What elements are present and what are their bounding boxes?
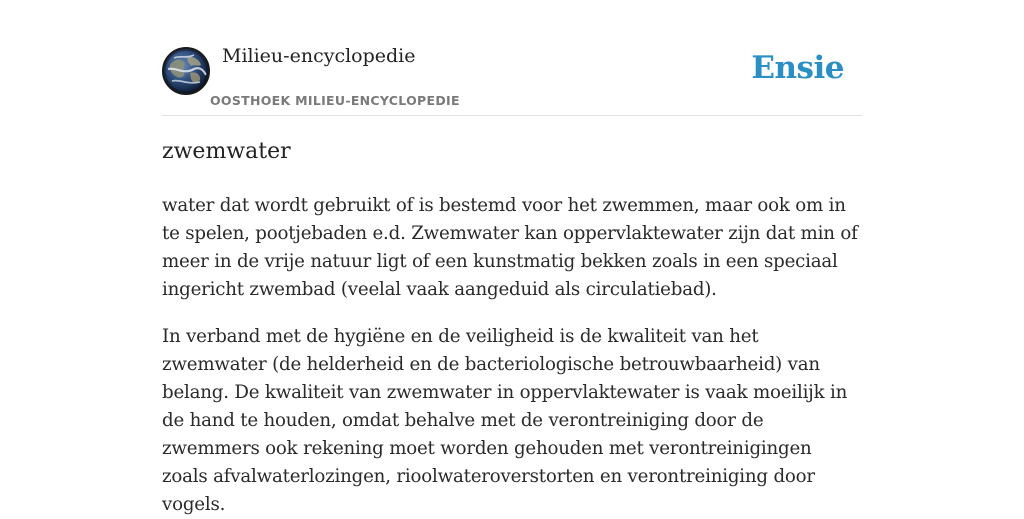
article-paragraph-2: In verband met de hygiëne en de veiligheid is de kwaliteit van het zwemwater (de helderheid en de bacteriologische betrouwbaarheid) van belang. De kwaliteit van zwemwater in oppervlaktewater is vaak moeilijk in de hand te houden, omdat behalve met de verontreiniging door de zwemmers ook rekening moet worden gehouden met verontreinigingen zoals afvalwaterlozingen, rioolwateroverstorten en verontreiniging door vogels.: [162, 326, 848, 515]
source-subtitle: OOSTHOEK MILIEU-ENCYCLOPEDIE: [210, 93, 460, 108]
article-paragraph-1: water dat wordt gebruikt of is bestemd voor het zwemmen, maar ook om in te spelen, pootjebaden e.d. Zwemwater kan oppervlaktewater zijn dat min of meer in de vrije natuur ligt of een kunstmatig bekken zoals in een speciaal ingericht zwembad (veelal vaak aangeduid als circulatiebad).: [162, 195, 858, 300]
page: [162, 0, 862, 515]
source-name[interactable]: Milieu-encyclopedie: [222, 45, 416, 67]
brand-logo[interactable]: Ensie: [751, 50, 844, 86]
article-title: zwemwater: [162, 139, 291, 164]
earth-globe-icon[interactable]: [162, 47, 210, 95]
header: [162, 0, 862, 116]
